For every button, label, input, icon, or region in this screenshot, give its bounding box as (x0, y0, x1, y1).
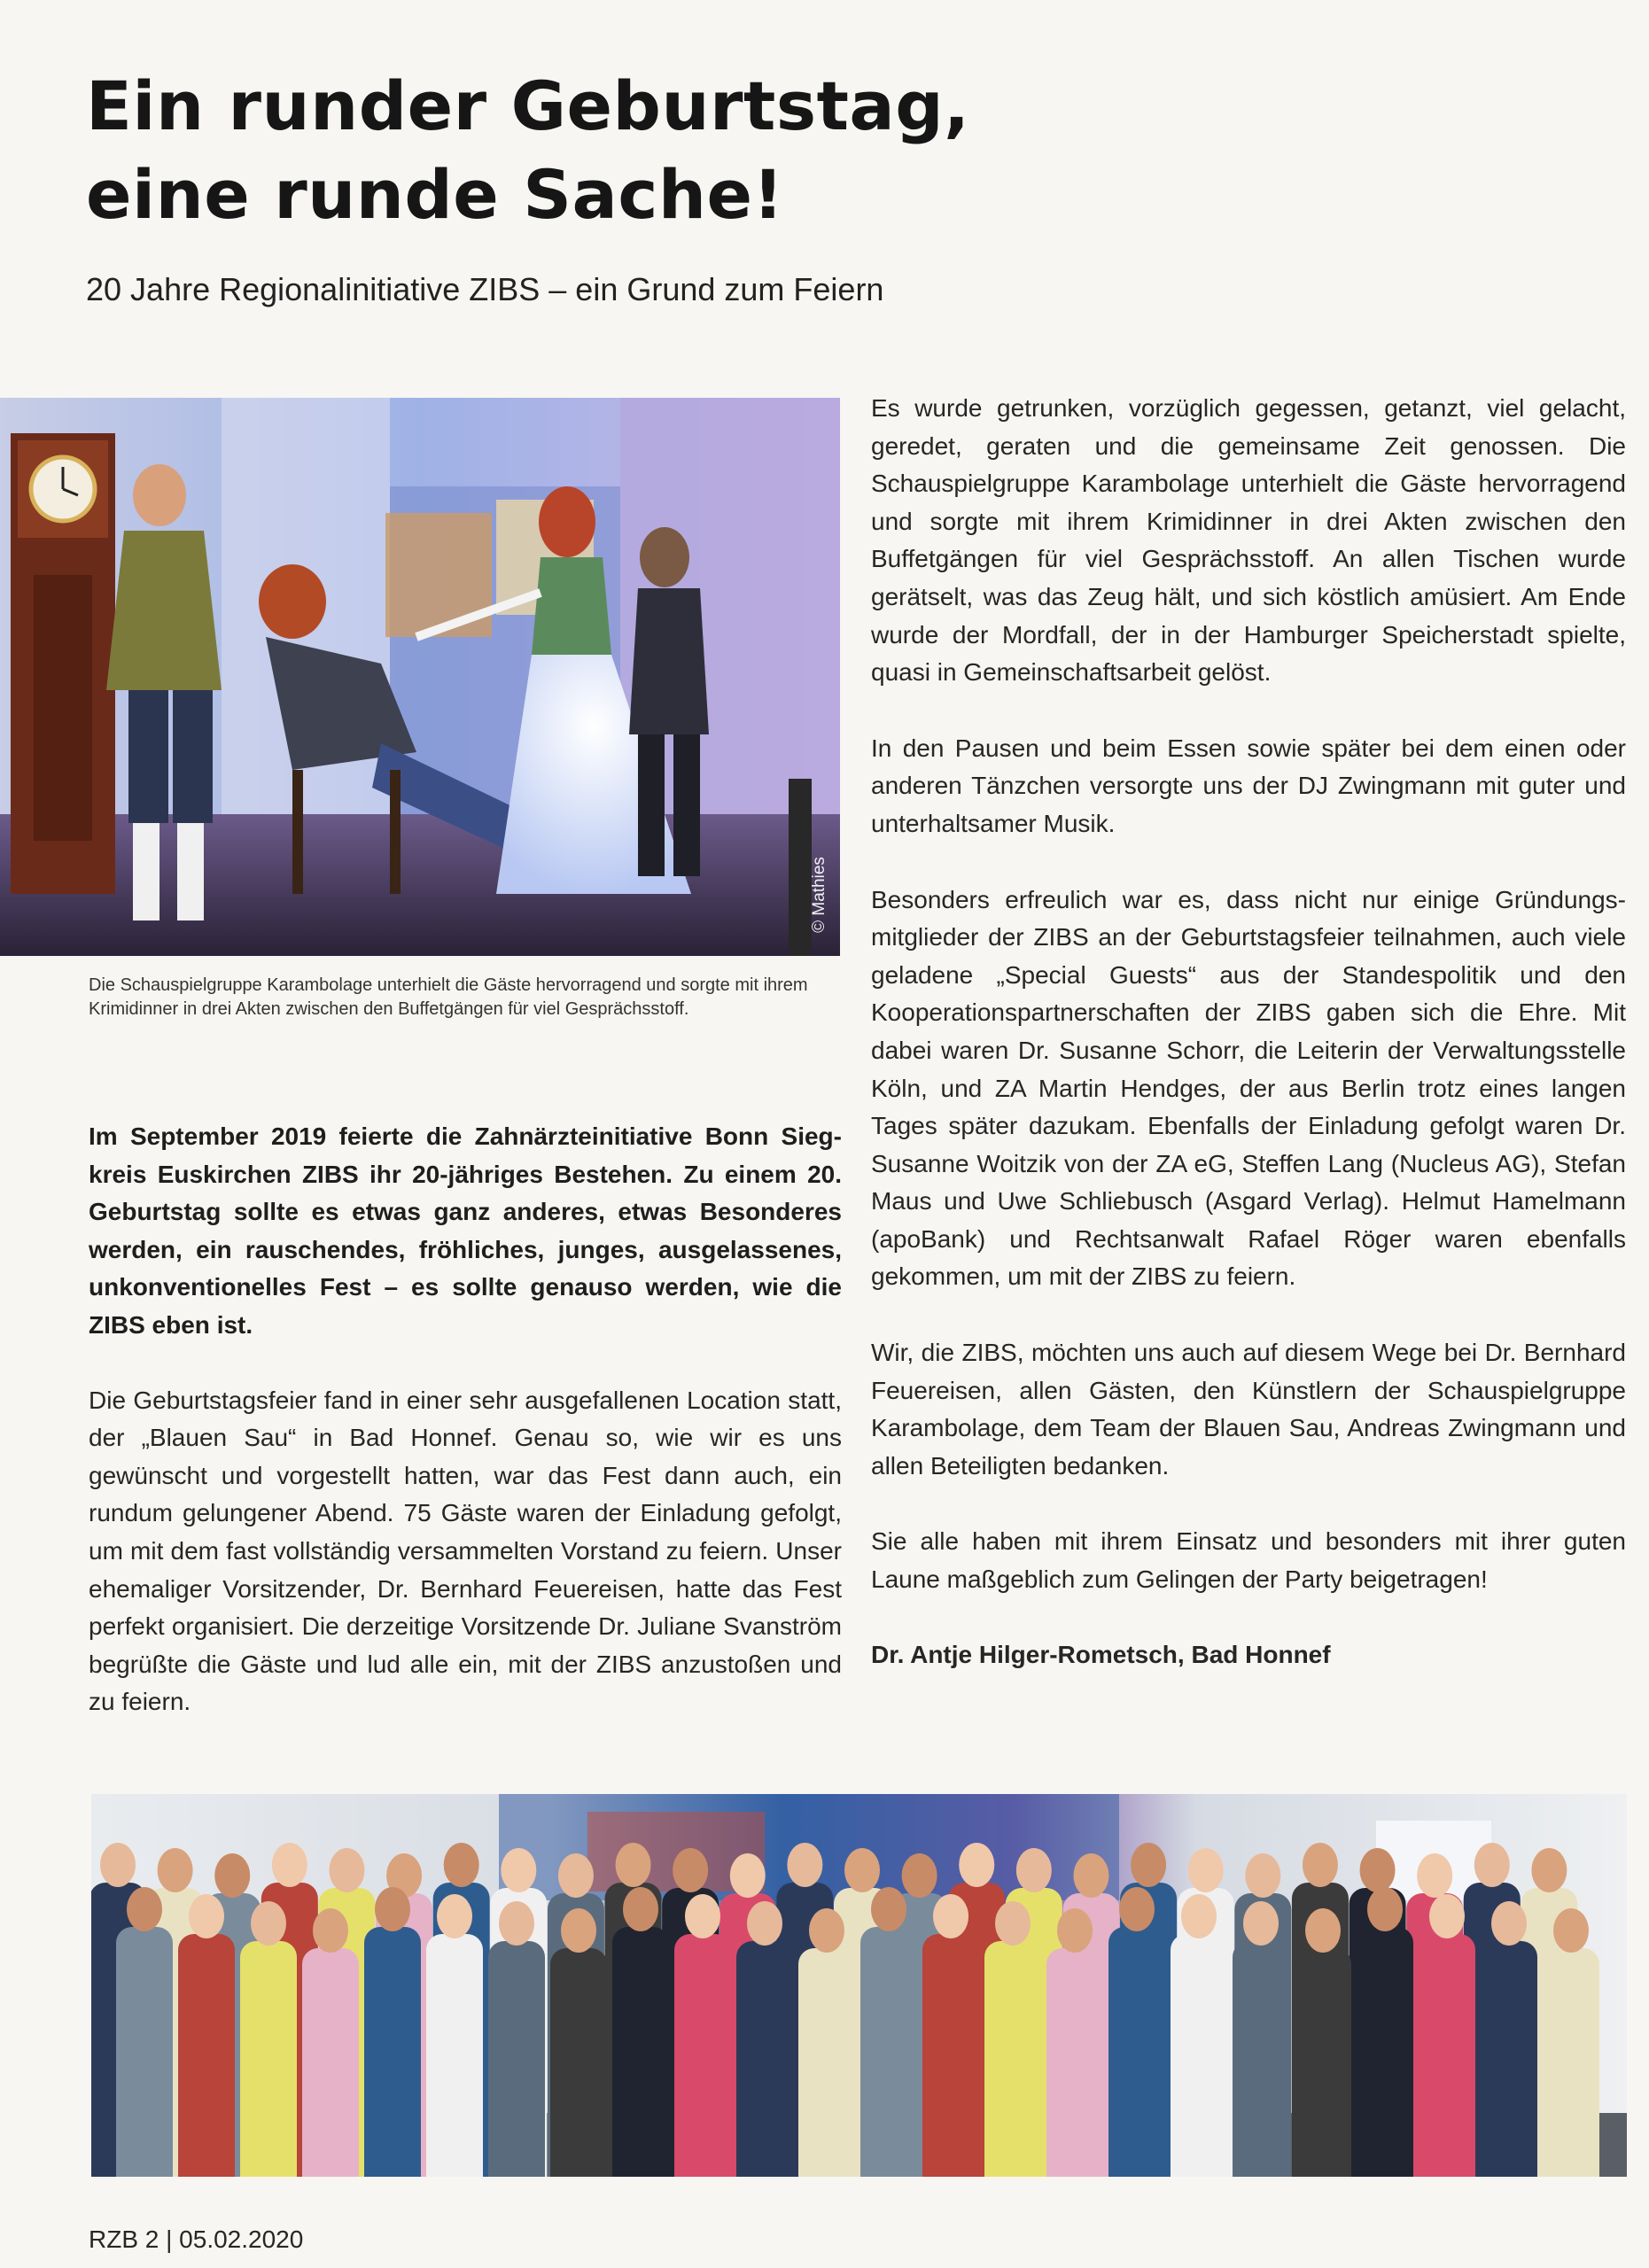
article-column-right (871, 390, 1626, 1674)
article-paragraph: Es wurde getrunken, vorzüglich gegessen, getanzt, viel gelacht, geredet, geraten und die gemeinsame Zeit genossen. Die Schauspielgruppe Karambolage unterhielt die Gäste hervorragend und sorgte mit ihrem Krimidinner in drei Akten zwischen den Buffetgängen für viel Gesprächsstoff. An allen Tischen wurde gerätselt, was das Zeug hält, und sich köstlich amüsiert. Am Ende wurde der Mordfall, der in der Hamburger Speicherstadt spielte, quasi in Gemeinschaftsarbeit gelöst. (871, 394, 1626, 687)
theatre-photo (0, 398, 840, 956)
article-paragraph: Die Geburtstagsfeier fand in einer sehr ausgefallenen Location statt, der „Blauen Sau“ in Bad Honnef. Genau so, wie wir es uns gewünscht und vorgestellt hatten, war das Fest dann auch, ein rundum gelungener Abend. 75 Gäste waren der Einladung gefolgt, um mit dem fast vollständig versammelten Vorstand zu feiern. Unser ehemaliger Vorsitzender, Dr. Bernhard Feuereisen, hatte das Fest perfekt organisiert. Die derzeitige Vorsitzende Dr. Juliane Svanström begrüßte die Gäste und lud alle ein, mit der ZIBS anzustoßen und zu feiern. (89, 1386, 842, 1716)
article-paragraph: Wir, die ZIBS, möchten uns auch auf diesem Wege bei Dr. Bernhard Feuereisen, allen Gästen, den Künstlern der Schauspielgruppe Karambolage, dem Team der Blauen Sau, Andreas Zwingmann und allen Beteiligten bedanken. (871, 1339, 1626, 1480)
headline-line-2: eine runde Sache! (86, 155, 784, 234)
article-column-left (89, 1118, 842, 1721)
article-paragraph: Besonders erfreulich war es, dass nicht nur einige Gründungsmitglieder der ZIBS an der Geburtstagsfeier teilnahmen, auch viele geladene „Special Guests“ aus der Standespolitik und den Kooperationspartnerschaften der ZIBS gaben sich die Ehre. Mit dabei waren Dr. Susanne Schorr, die Leiterin der Verwaltungsstelle Köln, und ZA Martin Hendges, der aus Berlin trotz eines langen Tages später dazukam. Ebenfalls der Einladung gefolgt waren Dr. Susanne Woitzik von der ZA eG, Steffen Lang (Nucleus AG), Stefan Maus und Uwe Schliebusch (Asgard Verlag). Helmut Hamelmann (apoBank) und Rechtsanwalt Rafael Röger waren ebenfalls gekommen, um mit der ZIBS zu feiern. (871, 885, 1626, 1291)
article-paragraph: Sie alle haben mit ihrem Einsatz und besonders mit ihrer guten Laune maßgeblich zum Gelingen der Party beigetragen! (871, 1527, 1626, 1594)
article-subtitle: 20 Jahre Regionalinitiative ZIBS – ein Grund zum Feiern (86, 271, 884, 307)
page-footer: RZB 2 | 05.02.2020 (89, 2225, 304, 2253)
photo-credit: © Mathies (810, 857, 828, 933)
article-author: Dr. Antje Hilger-Rometsch, Bad Honnef (871, 1640, 1331, 1668)
group-photo (91, 1794, 1627, 2177)
article-headline (86, 62, 1238, 239)
photo-caption: Die Schauspielgruppe Karambolage unterhielt die Gäste hervorragend und sorgte mit ihrem Krimidinner in drei Akten zwischen den Buffetgängen für viel Gesprächsstoff. (89, 975, 808, 1019)
article-lead: Im September 2019 feierte die Zahnärzteinitiative Bonn Siegkreis Euskirchen ZIBS ihr 20-jähriges Bestehen. Zu einem 20. Geburtstag sollte es etwas ganz anderes, etwas Besonderes werden, ein rauschendes, fröhliches, junges, ausgelassenes, unkonventionelles Fest – es sollte genauso werden, wie die ZIBS eben ist. (89, 1122, 842, 1339)
headline-line-1: Ein runder Geburtstag, (86, 66, 970, 145)
article-paragraph: In den Pausen und beim Essen sowie später bei dem einen oder anderen Tänzchen versorgte uns der DJ Zwingmann mit guter und unterhaltsamer Musik. (871, 734, 1626, 837)
